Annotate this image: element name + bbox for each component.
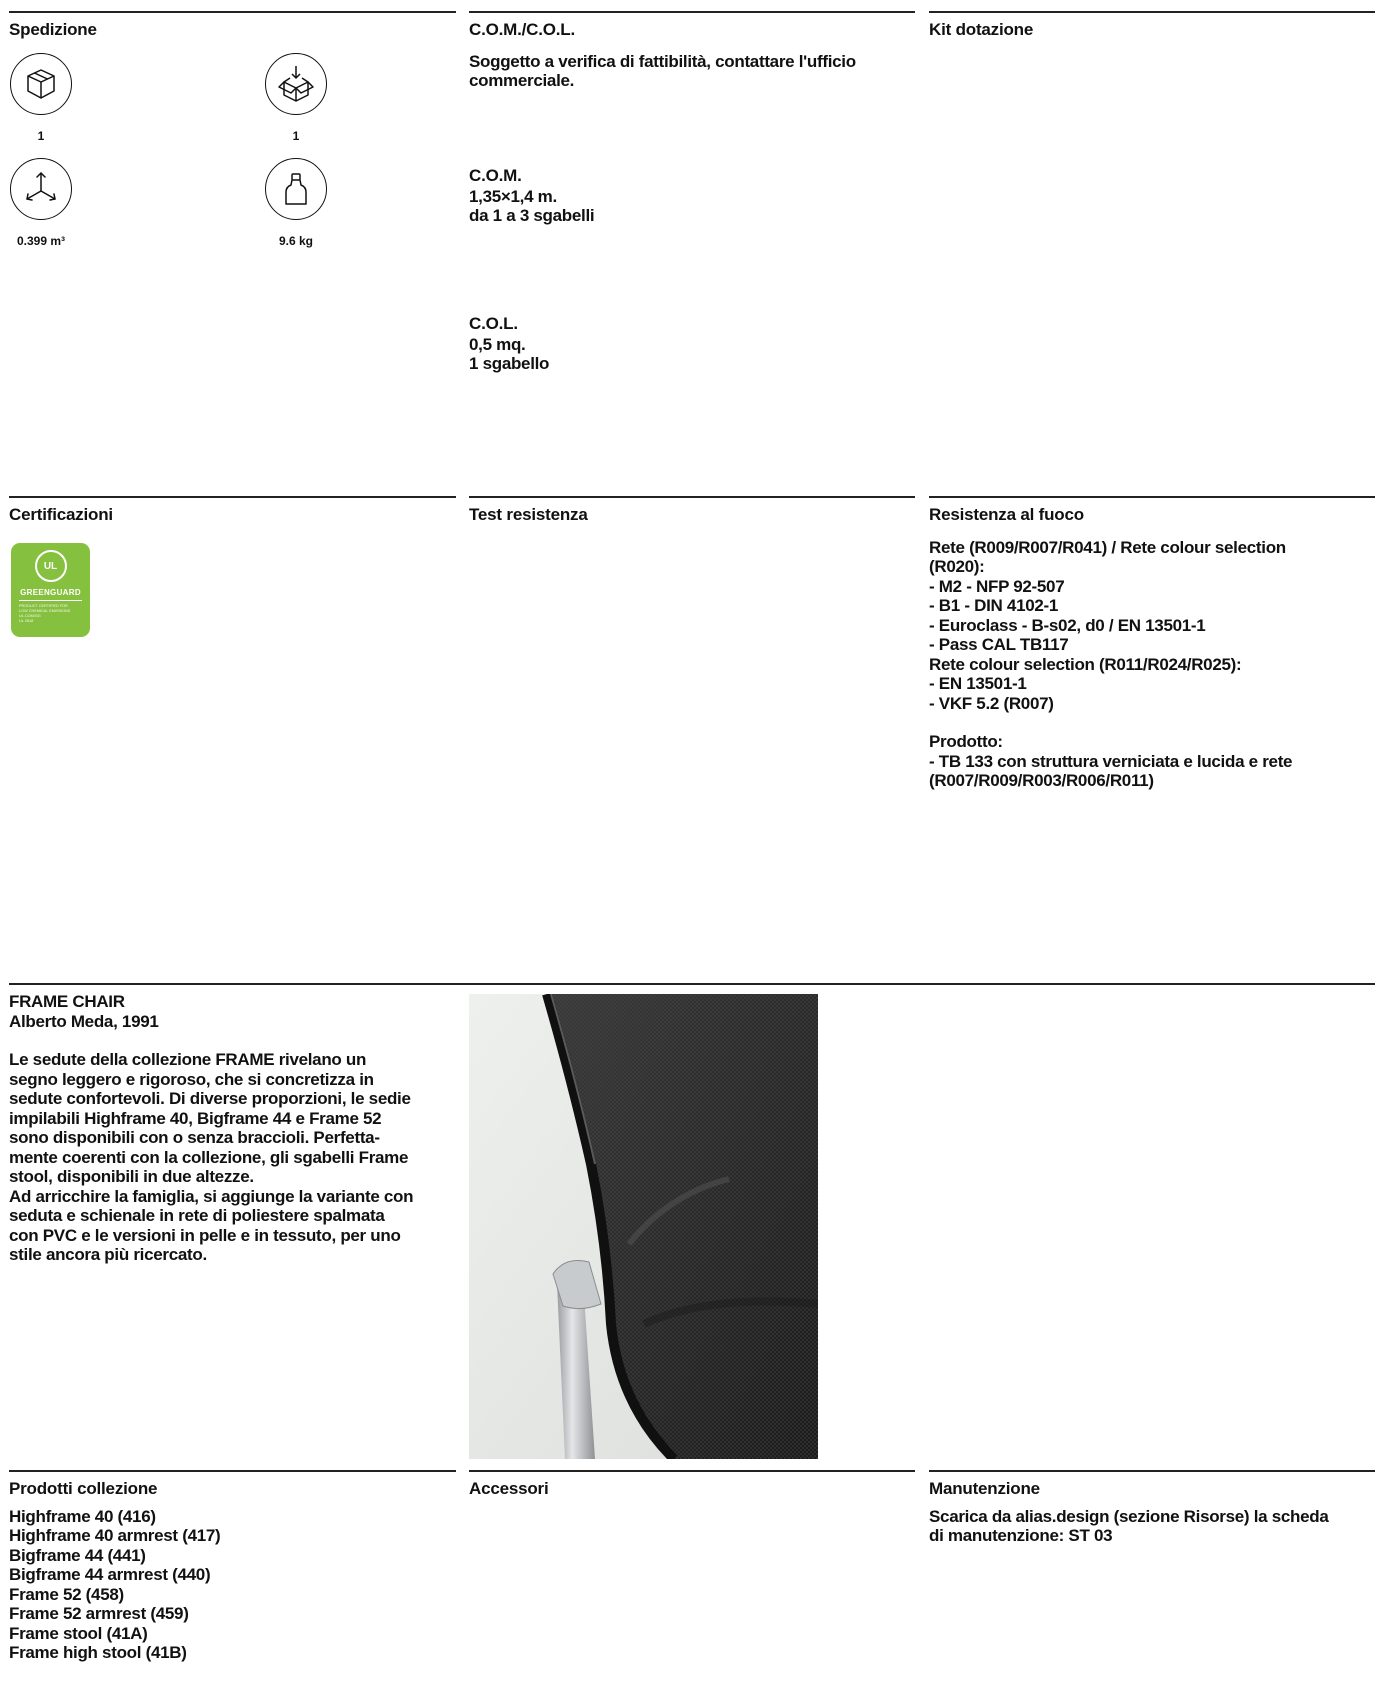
collection-section xyxy=(9,1470,456,1663)
product-description: Le sedute della collezione FRAME rivelano un segno leggero e rigoroso, che si concretizza in sedute confortevoli. Di diverse proporzioni, le sedie impilabili Highframe 40, Bigframe 44 e Frame 52 sono disponibili con o senza braccioli. Perfetta- mente coerenti con la collezione, gli sgabelli Frame stool, disponibili in due altezze. Ad arricchire la famiglia, si aggiunge la variante con seduta e schienale in rete di poliestere spalmata con PVC e le versioni in pelle e in tessuto, per uno stile ancora più ricercato. xyxy=(9,1050,414,1264)
kit-section xyxy=(929,11,1375,41)
dimensions-arrows-icon xyxy=(10,158,72,220)
collection-item: Highframe 40 armrest (417) xyxy=(9,1526,221,1545)
volume-value: 0.399 m³ xyxy=(16,234,66,248)
weight-icon xyxy=(265,158,327,220)
maintenance-text: Scarica da alias.design (sezione Risorse) la scheda di manutenzione: ST 03 xyxy=(929,1506,1329,1545)
fire-product-text: - TB 133 con struttura verniciata e lucida e rete (R007/R009/R003/R006/R011) xyxy=(929,751,1293,790)
collection-list xyxy=(9,1507,456,1663)
packages-count: 1 xyxy=(37,129,45,143)
resistance-test-title: Test resistenza xyxy=(469,504,588,524)
collection-item: Frame high stool (41B) xyxy=(9,1643,187,1662)
assembly-info xyxy=(264,53,328,143)
com-text: 1,35×1,4 m. da 1 a 3 sgabelli xyxy=(469,186,595,225)
product-name: FRAME CHAIR xyxy=(9,992,125,1011)
product-divider xyxy=(9,983,1375,985)
ul-logo-icon: UL xyxy=(35,550,67,582)
weight-value: 9.6 kg xyxy=(278,234,314,248)
badge-fine-print: PRODUCT CERTIFIED FOR LOW CHEMICAL EMISSIONS UL.COM/GG UL 2818 xyxy=(19,604,71,623)
box-icon xyxy=(10,53,72,115)
maintenance-title: Manutenzione xyxy=(929,1478,1040,1498)
accessories-title: Accessori xyxy=(469,1478,549,1498)
packages-info xyxy=(9,53,73,143)
collection-item: Bigframe 44 (441) xyxy=(9,1545,146,1565)
fire-section xyxy=(929,496,1375,791)
product-photo xyxy=(469,994,818,1459)
product-section xyxy=(9,992,456,1265)
collection-item: Frame 52 armrest (459) xyxy=(9,1604,189,1623)
com-heading: C.O.M. xyxy=(469,165,522,185)
shipping-title: Spedizione xyxy=(9,19,97,39)
accessories-section xyxy=(469,1470,915,1500)
assembly-count: 1 xyxy=(292,129,300,143)
collection-item: Highframe 40 (416) xyxy=(9,1506,156,1526)
weight-info xyxy=(264,158,328,248)
fire-text: Rete (R009/R007/R041) / Rete colour selection (R020): - M2 - NFP 92-507 - B1 - DIN 4102-1 - Euroclass - B-s02, d0 / EN 13501-1 - Pass CAL TB117 Rete colour selection (R011/R024/R025): - EN 13501-1 - VKF 5.2 (R007) xyxy=(929,537,1286,713)
kit-title: Kit dotazione xyxy=(929,19,1034,39)
collection-item: Frame 52 (458) xyxy=(9,1584,124,1604)
fire-title: Resistenza al fuoco xyxy=(929,504,1084,524)
badge-name: GREENGUARD xyxy=(20,588,81,597)
maintenance-section xyxy=(929,1470,1375,1546)
greenguard-badge xyxy=(11,543,90,637)
collection-item: Bigframe 44 armrest (440) xyxy=(9,1565,211,1584)
collection-title: Prodotti collezione xyxy=(9,1478,158,1498)
badge-divider xyxy=(19,600,82,601)
fire-product-heading: Prodotto: xyxy=(929,732,1003,751)
section-divider xyxy=(9,983,1375,985)
collection-item: Frame stool (41A) xyxy=(9,1623,148,1643)
product-designer: Alberto Meda, 1991 xyxy=(9,1011,159,1031)
resistance-test-section xyxy=(469,496,915,526)
com-col-note: Soggetto a verifica di fattibilità, contattare l'ufficio commerciale. xyxy=(469,51,856,90)
certifications-section xyxy=(9,496,456,526)
certifications-title: Certificazioni xyxy=(9,504,113,524)
box-open-icon xyxy=(265,53,327,115)
com-col-title: C.O.M./C.O.L. xyxy=(469,19,576,39)
col-heading: C.O.L. xyxy=(469,313,518,333)
col-text: 0,5 mq. 1 sgabello xyxy=(469,334,550,373)
volume-info xyxy=(9,158,73,248)
shipping-section xyxy=(9,11,456,41)
com-col-section xyxy=(469,11,915,374)
